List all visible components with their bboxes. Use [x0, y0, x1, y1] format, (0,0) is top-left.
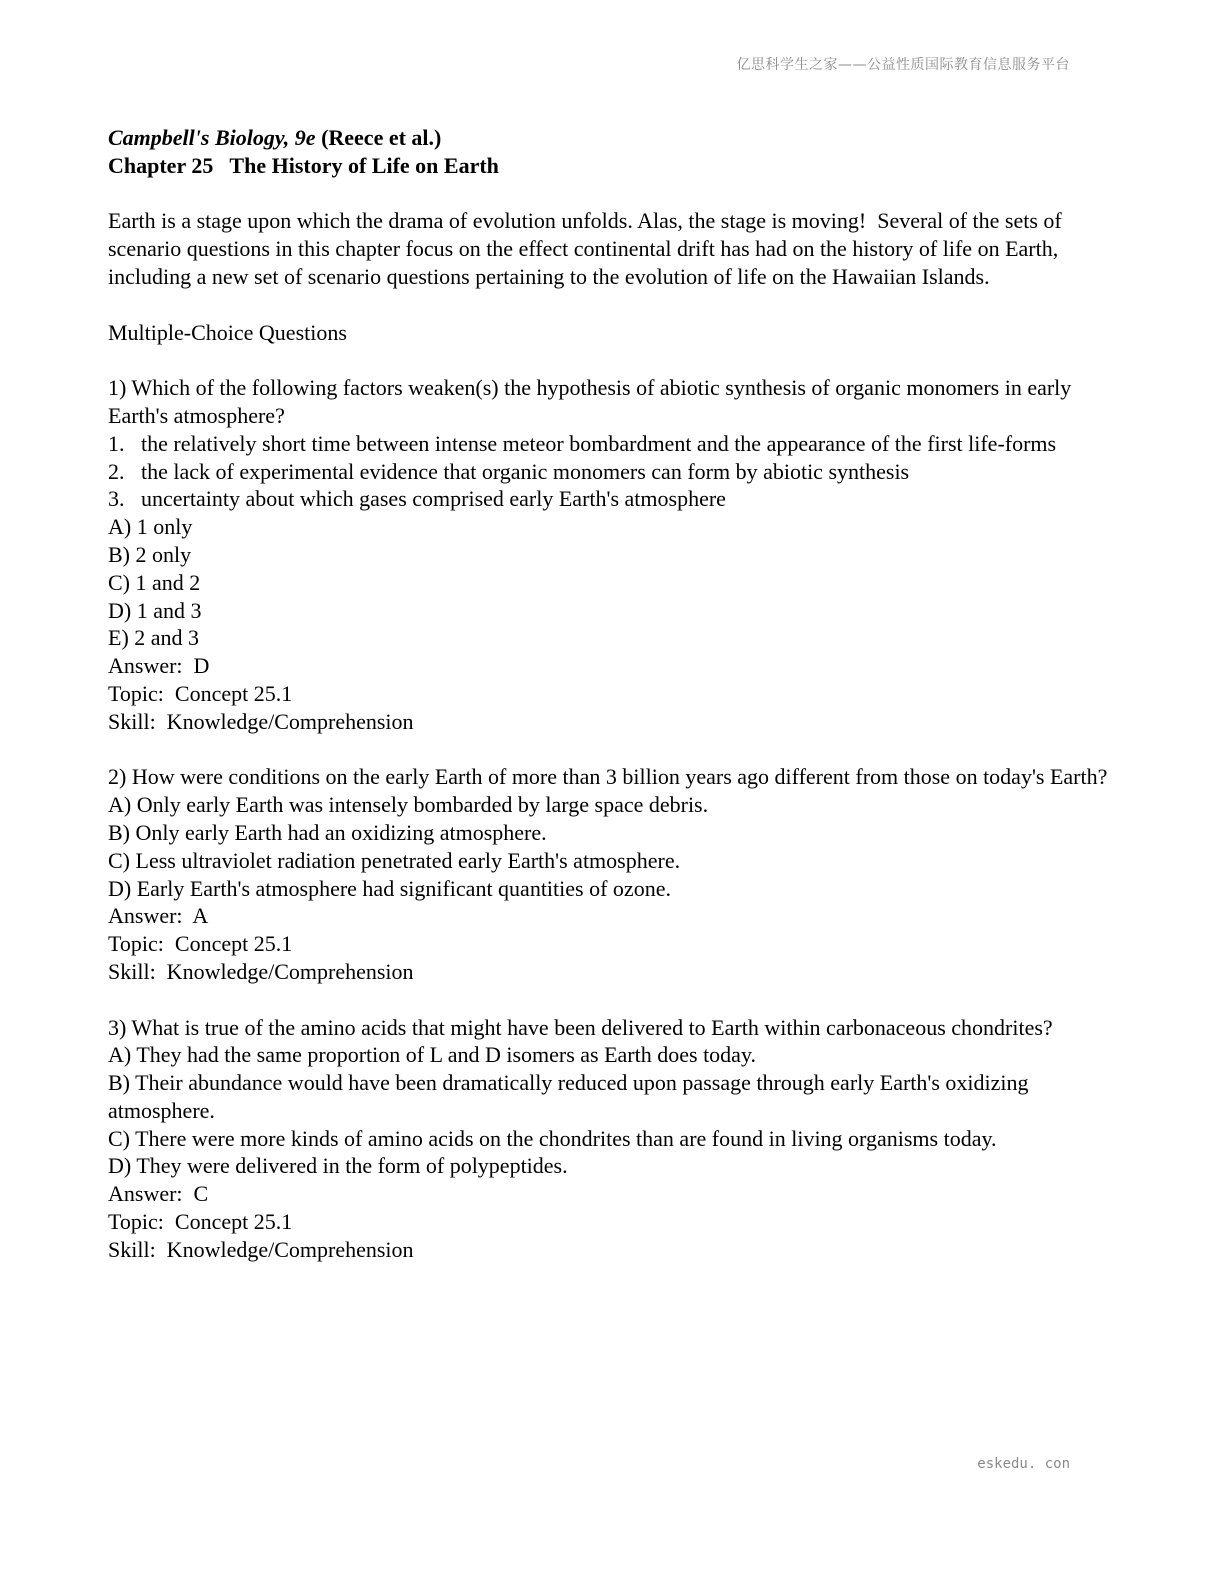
answer-option: D) They were delivered in the form of polypeptides. [108, 1153, 568, 1179]
skill-label: Skill: Knowledge/Comprehension [108, 958, 414, 984]
answer-option: C) 1 and 2 [108, 569, 201, 595]
question-stem: 2) How were conditions on the early Earth of more than 3 billion years ago different from those on today's Earth? [108, 764, 1108, 790]
answer-option: D) 1 and 3 [108, 597, 202, 623]
answer-option: B) 2 only [108, 541, 192, 567]
question-2 [108, 763, 1118, 985]
question-stem: 3) What is true of the amino acids that might have been delivered to Earth within carbonaceous chondrites? [108, 1014, 1053, 1040]
answer-option: E) 2 and 3 [108, 625, 200, 651]
answer-option: A) 1 only [108, 514, 193, 540]
intro-paragraph: Earth is a stage upon which the drama of evolution unfolds. Alas, the stage is moving! Several of the sets of scenario questions in this chapter focus on the effect continental drift has had on the history of life on Earth, including a new set of scenario questions pertaining to the evolution of life on the Hawaiian Islands. [108, 208, 1068, 289]
answer-option: B) Only early Earth had an oxidizing atmosphere. [108, 819, 547, 845]
footer-note: eskedu. con [977, 1456, 1070, 1472]
answer-key: Answer: D [108, 653, 210, 679]
header-note: 亿思科学生之家——公益性质国际教育信息服务平台 [736, 57, 1070, 73]
topic-label: Topic: Concept 25.1 [108, 1209, 293, 1235]
question-statement: 2. the lack of experimental evidence that organic monomers can form by abiotic synthesis [108, 458, 910, 484]
topic-label: Topic: Concept 25.1 [108, 931, 293, 957]
answer-option: D) Early Earth's atmosphere had significant quantities of ozone. [108, 875, 671, 901]
book-title-italic: Campbell's Biology, 9e [108, 125, 316, 150]
skill-label: Skill: Knowledge/Comprehension [108, 1236, 414, 1262]
book-title [108, 124, 1118, 152]
answer-option: B) Their abundance would have been dramatically reduced upon passage through early Earth's oxidizing atmosphere. [108, 1070, 1035, 1123]
answer-option: C) There were more kinds of amino acids on the chondrites than are found in living organisms today. [108, 1125, 997, 1151]
book-title-authors: (Reece et al.) [315, 125, 442, 150]
question-statement: 3. uncertainty about which gases comprised early Earth's atmosphere [108, 486, 726, 512]
skill-label: Skill: Knowledge/Comprehension [108, 708, 414, 734]
question-statement: 1. the relatively short time between intense meteor bombardment and the appearance of the first life-forms [108, 430, 1057, 456]
answer-option: A) They had the same proportion of L and D isomers as Earth does today. [108, 1042, 757, 1068]
question-1 [108, 374, 1118, 735]
answer-option: C) Less ultraviolet radiation penetrated early Earth's atmosphere. [108, 847, 681, 873]
section-heading: Multiple-Choice Questions [108, 319, 347, 345]
question-stem: 1) Which of the following factors weaken(s) the hypothesis of abiotic synthesis of organic monomers in early Earth's atmosphere? [108, 375, 1077, 428]
answer-key: Answer: C [108, 1181, 209, 1207]
topic-label: Topic: Concept 25.1 [108, 680, 293, 706]
chapter-title: Chapter 25 The History of Life on Earth [108, 152, 499, 178]
answer-option: A) Only early Earth was intensely bombarded by large space debris. [108, 792, 709, 818]
question-3 [108, 1014, 1118, 1264]
document-body [108, 124, 1118, 1264]
answer-key: Answer: A [108, 903, 209, 929]
